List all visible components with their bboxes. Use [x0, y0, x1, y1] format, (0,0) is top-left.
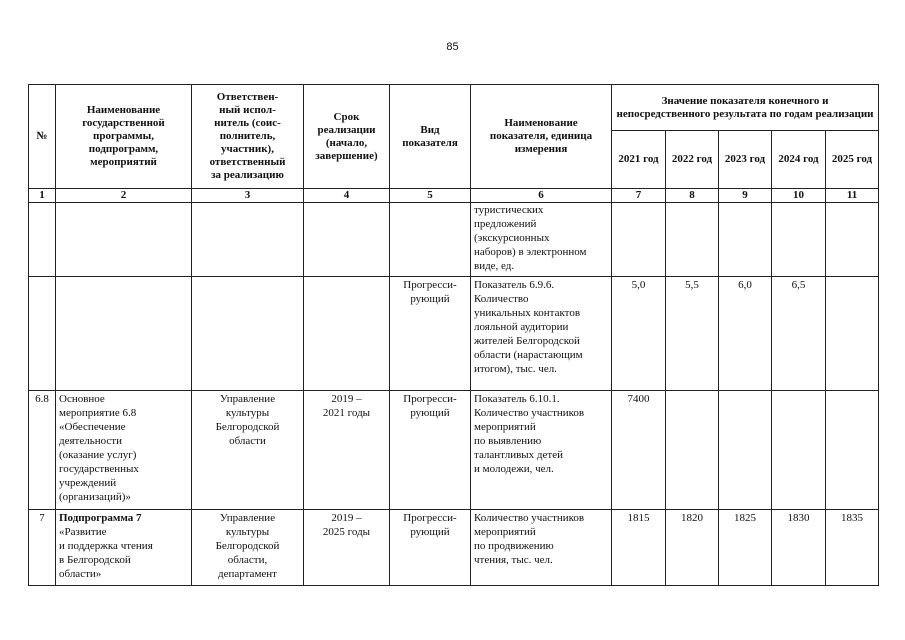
row-value-2022 — [666, 203, 719, 277]
row-number — [29, 277, 56, 391]
row-indicator-type: Прогресси- рующий — [390, 510, 471, 586]
row-number: 6.8 — [29, 391, 56, 510]
header-year-2022: 2022 год — [666, 131, 719, 189]
row-indicator-name: Количество участников мероприятий по продвижению чтения, тыс. чел. — [471, 510, 612, 586]
table-row — [29, 510, 879, 586]
header-executor: Ответствен- ный испол- нитель (соис- полнитель, участник), ответственный за реализацию — [192, 85, 304, 189]
row-value-2023 — [719, 203, 772, 277]
row-indicator-name: Показатель 6.10.1. Количество участников мероприятий по выявлению талантливых детей и молодежи, чел. — [471, 391, 612, 510]
column-number: 7 — [612, 189, 666, 203]
row-executor: Управление культуры Белгородской области, департамент — [192, 510, 304, 586]
row-value-2021: 5,0 — [612, 277, 666, 391]
row-program-name — [56, 203, 192, 277]
row-term: 2019 – 2021 годы — [304, 391, 390, 510]
row-value-2024: 1830 — [772, 510, 826, 586]
row-value-2024 — [772, 391, 826, 510]
row-value-2023 — [719, 391, 772, 510]
header-year-2023: 2023 год — [719, 131, 772, 189]
row-value-2025 — [826, 277, 879, 391]
row-value-2022: 1820 — [666, 510, 719, 586]
header-number: № — [29, 85, 56, 189]
row-value-2021: 1815 — [612, 510, 666, 586]
table-row — [29, 391, 879, 510]
subprogram-title: Подпрограмма 7 — [59, 512, 142, 524]
row-executor — [192, 277, 304, 391]
header-indicator-name: Наименование показателя, единица измерения — [471, 85, 612, 189]
row-indicator-name: Показатель 6.9.6. Количество уникальных контактов лояльной аудитории жителей Белгородской области (нарастающим итогом), тыс. чел. — [471, 277, 612, 391]
row-executor: Управление культуры Белгородской области — [192, 391, 304, 510]
column-number: 6 — [471, 189, 612, 203]
program-indicators-table — [28, 84, 879, 586]
row-indicator-name: туристических предложений (экскурсионных наборов) в электронном виде, ед. — [471, 203, 612, 277]
column-number: 8 — [666, 189, 719, 203]
row-value-2024 — [772, 203, 826, 277]
row-value-2025: 1835 — [826, 510, 879, 586]
header-year-2025: 2025 год — [826, 131, 879, 189]
row-term — [304, 203, 390, 277]
subprogram-name: «Развитие и поддержка чтения в Белгородской области» — [59, 526, 153, 580]
row-value-2022 — [666, 391, 719, 510]
column-number: 3 — [192, 189, 304, 203]
header-program-name: Наименование государственной программы, подпрограмм, мероприятий — [56, 85, 192, 189]
column-number: 2 — [56, 189, 192, 203]
header-year-2021: 2021 год — [612, 131, 666, 189]
row-value-2023: 1825 — [719, 510, 772, 586]
row-indicator-type: Прогресси- рующий — [390, 277, 471, 391]
header-indicator-type: Вид показателя — [390, 85, 471, 189]
row-value-2024: 6,5 — [772, 277, 826, 391]
column-number: 9 — [719, 189, 772, 203]
row-value-2021 — [612, 203, 666, 277]
header-term: Срок реализации (начало, завершение) — [304, 85, 390, 189]
row-program-name — [56, 510, 192, 586]
row-executor — [192, 203, 304, 277]
header-values-group: Значение показателя конечного и непосредственного результата по годам реализации — [612, 85, 879, 131]
column-number: 10 — [772, 189, 826, 203]
row-value-2021: 7400 — [612, 391, 666, 510]
row-term: 2019 – 2025 годы — [304, 510, 390, 586]
table-row — [29, 277, 879, 391]
row-value-2023: 6,0 — [719, 277, 772, 391]
column-number: 11 — [826, 189, 879, 203]
row-indicator-type: Прогресси- рующий — [390, 391, 471, 510]
page-number: 85 — [446, 41, 459, 53]
row-value-2025 — [826, 203, 879, 277]
row-number: 7 — [29, 510, 56, 586]
column-number: 4 — [304, 189, 390, 203]
row-number — [29, 203, 56, 277]
row-value-2025 — [826, 391, 879, 510]
row-term — [304, 277, 390, 391]
table-row — [29, 203, 879, 277]
row-program-name: Основное мероприятие 6.8 «Обеспечение деятельности (оказание услуг) государственных учреждений (организаций)» — [56, 391, 192, 510]
column-number: 1 — [29, 189, 56, 203]
row-value-2022: 5,5 — [666, 277, 719, 391]
header-year-2024: 2024 год — [772, 131, 826, 189]
row-program-name — [56, 277, 192, 391]
column-number: 5 — [390, 189, 471, 203]
row-indicator-type — [390, 203, 471, 277]
